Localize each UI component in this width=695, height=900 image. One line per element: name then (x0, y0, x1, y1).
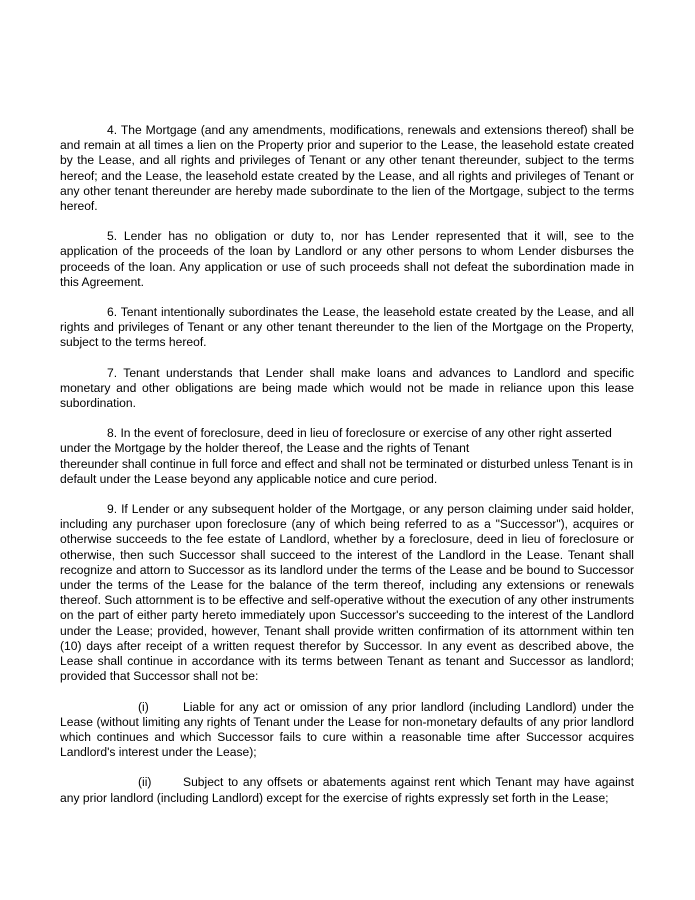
subparagraph-text: Liable for any act or omission of any prior landlord (including Landlord) under the Lease (without limiting any rights of Tenant under the Lease for non-monetary defaults of any prior landlord which continues and which Successor fails to cure within a reasonable time after Successor acquires Landlord's interest under the Lease); (60, 699, 634, 760)
document-page (60, 123, 634, 821)
paragraph-4: 4. The Mortgage (and any amendments, modifications, renewals and extensions thereof) shall be and remain at all times a lien on the Property prior and superior to the Lease, the leasehold estate created by the Lease, and all rights and privileges of Tenant or any other tenant thereunder, subject to the terms hereof; and the Lease, the leasehold estate created by the Lease, and all rights and privileges of Tenant or any other tenant thereunder are hereby made subordinate to the lien of the Mortgage, subject to the terms hereof. (60, 123, 634, 214)
subparagraph-text: Subject to any offsets or abatements against rent which Tenant may have against any prior landlord (including Landlord) except for the exercise of rights expressly set forth in the Lease; (60, 775, 634, 805)
subparagraph-ii (60, 775, 634, 805)
subparagraph-i (60, 700, 634, 761)
subparagraph-number: (i) (138, 699, 149, 714)
paragraph-5: 5. Lender has no obligation or duty to, nor has Lender represented that it will, see to the application of the proceeds of the loan by Landlord or any other persons to whom Lender disburses the proceeds of the loan. Any application or use of such proceeds shall not defeat the subordination made in this Agreement. (60, 229, 634, 289)
subparagraph-number: (ii) (138, 775, 152, 790)
paragraph-8-line-2: thereunder shall continue in full force and effect and shall not be terminated or disturbed unless Tenant is in default under the Lease beyond any applicable notice and cure period. (60, 456, 634, 486)
paragraph-7: 7. Tenant understands that Lender shall make loans and advances to Landlord and specific monetary and other obligations are being made which would not be made in reliance upon this lease subordination. (60, 365, 634, 411)
paragraph-8 (60, 426, 634, 487)
paragraph-8-line-1: 8. In the event of foreclosure, deed in lieu of foreclosure or exercise of any other right asserted under the Mortgage by the holder thereof, the Lease and the rights of Tenant (60, 426, 612, 456)
paragraph-9: 9. If Lender or any subsequent holder of the Mortgage, or any person claiming under said holder, including any purchaser upon foreclosure (any of which being referred to as a "Successor"), acquires or otherwise succeeds to the fee estate of Landlord, whether by a foreclosure, deed in lieu of foreclosure or otherwise, then such Successor shall succeed to the interest of the Landlord in the Lease. Tenant shall recognize and attorn to Successor as its landlord under the terms of the Lease and be bound to Successor under the terms of the Lease for the balance of the term thereof, including any extensions or renewals thereof. Such attornment is to be effective and self-operative without the execution of any other instruments on the part of either party hereto immediately upon Successor's succeeding to the interest of the Landlord under the Lease; provided, however, Tenant shall provide written confirmation of its attornment within ten (10) days after receipt of a written request therefor by Successor. In any event as described above, the Lease shall continue in accordance with its terms between Tenant as tenant and Successor as landlord; provided that Successor shall not be: (60, 502, 634, 684)
paragraph-6: 6. Tenant intentionally subordinates the Lease, the leasehold estate created by the Lease, and all rights and privileges of Tenant or any other tenant thereunder to the lien of the Mortgage on the Property, subject to the terms hereof. (60, 305, 634, 350)
